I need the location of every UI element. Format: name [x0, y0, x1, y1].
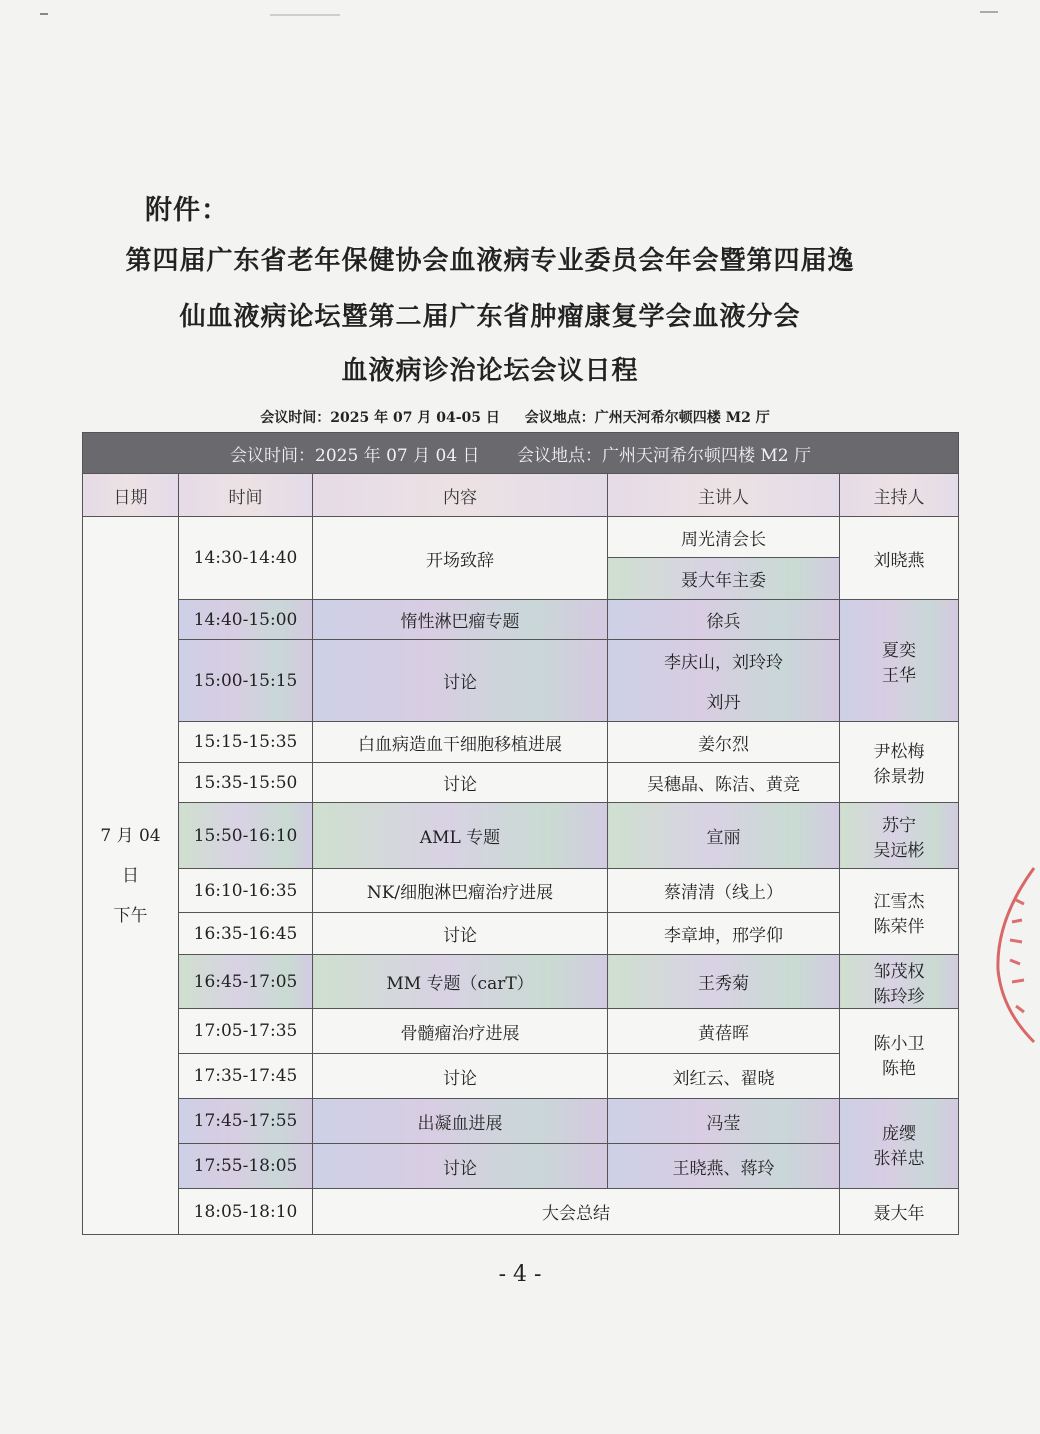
table-row: [83, 1009, 959, 1054]
content-cell: 讨论: [313, 1144, 608, 1189]
table-row: [83, 517, 959, 558]
table-header-row: [83, 474, 959, 517]
host-name: 徐景勃: [873, 767, 925, 787]
speaker-cell: 冯莹: [608, 1099, 840, 1144]
annex-label: 附件：: [145, 195, 229, 226]
table-row: [83, 1099, 959, 1144]
time-cell: 15:50-16:10: [179, 803, 313, 869]
host-name: 张祥忠: [873, 1148, 925, 1169]
header-host: 主持人: [840, 474, 959, 517]
content-cell: 讨论: [313, 763, 608, 803]
content-cell: 开场致辞: [313, 517, 608, 600]
host-cell: [840, 869, 959, 955]
content-cell: NK/细胞淋巴瘤治疗进展: [313, 869, 608, 913]
title-line-1: 第四届广东省老年保健协会血液病专业委员会年会暨第四届逸: [125, 246, 855, 276]
table-row: [83, 869, 959, 913]
scan-top-marks: [40, 4, 1000, 18]
speaker-cell: 刘红云、翟晓: [608, 1054, 840, 1099]
content-cell: 大会总结: [313, 1189, 840, 1235]
host-name: 庞缨: [882, 1123, 916, 1144]
table-row: [83, 763, 959, 803]
host-cell: [840, 803, 959, 869]
time-cell: 15:00-15:15: [179, 640, 313, 722]
content-cell: 讨论: [313, 913, 608, 955]
header-date: 日期: [83, 474, 179, 517]
time-cell: 17:45-17:55: [179, 1099, 313, 1144]
table-band-row: [83, 433, 959, 474]
host-cell: [840, 1009, 959, 1099]
date-line-2: 日: [122, 865, 139, 886]
host-name: 聂大年: [873, 1204, 925, 1224]
red-seal-stamp: [976, 860, 1036, 1050]
band-place: 会议地点：广州天河希尔顿四楼 M2 厅: [516, 445, 811, 466]
date-cell: [83, 517, 179, 1235]
table-row: [83, 1189, 959, 1235]
host-name: 江雪杰: [873, 891, 925, 912]
speaker-cell: 聂大年主委: [608, 558, 840, 600]
speaker-cell: 蔡清清（线上）: [608, 869, 840, 913]
table-row: [83, 913, 959, 955]
host-cell: [840, 1189, 959, 1235]
host-cell: [840, 600, 959, 722]
time-cell: 14:30-14:40: [179, 517, 313, 600]
content-cell: AML 专题: [313, 803, 608, 869]
content-cell: 讨论: [313, 1054, 608, 1099]
speaker-cell: 吴穗晶、陈洁、黄竞: [608, 763, 840, 803]
speaker-cell: 王晓燕、蒋玲: [608, 1144, 840, 1189]
host-cell: [840, 1099, 959, 1189]
host-name: 苏宁: [882, 815, 916, 836]
time-cell: 17:55-18:05: [179, 1144, 313, 1189]
time-cell: 16:35-16:45: [179, 913, 313, 955]
meeting-meta: [0, 407, 1035, 427]
meeting-place: 会议地点：广州天河希尔顿四楼 M2 厅: [524, 410, 770, 426]
host-name: 尹松梅: [873, 742, 925, 762]
speaker-cell: 黄蓓晖: [608, 1009, 840, 1054]
host-name: 吴远彬: [873, 840, 925, 861]
header-content: 内容: [313, 474, 608, 517]
date-line-1: 7 月 04: [100, 825, 161, 846]
time-cell: 18:05-18:10: [179, 1189, 313, 1235]
date-line-3: 下午: [113, 905, 148, 926]
host-cell: [840, 722, 959, 803]
schedule-table: [82, 432, 959, 1235]
title-line-3: 血液病诊治论坛会议日程: [341, 356, 639, 386]
speaker-cell: 徐兵: [608, 600, 840, 640]
speaker-cell: 王秀菊: [608, 955, 840, 1009]
host-cell: [840, 517, 959, 600]
speaker-cell: 姜尔烈: [608, 722, 840, 763]
time-cell: 17:35-17:45: [179, 1054, 313, 1099]
content-cell: MM 专题（carT）: [313, 955, 608, 1009]
content-cell: 骨髓瘤治疗进展: [313, 1009, 608, 1054]
speaker-cell: 宣丽: [608, 803, 840, 869]
content-cell: 白血病造血干细胞移植进展: [313, 722, 608, 763]
time-cell: 15:35-15:50: [179, 763, 313, 803]
time-cell: 16:10-16:35: [179, 869, 313, 913]
content-cell: 出凝血进展: [313, 1099, 608, 1144]
table-row: [83, 600, 959, 640]
content-cell: 讨论: [313, 640, 608, 722]
host-name: 陈艳: [882, 1058, 916, 1079]
table-row: [83, 1054, 959, 1099]
time-cell: 14:40-15:00: [179, 600, 313, 640]
speaker-cell: 周光清会长: [608, 517, 840, 558]
header-time: 时间: [179, 474, 313, 517]
table-row: [83, 722, 959, 763]
time-cell: 17:05-17:35: [179, 1009, 313, 1054]
header-speaker: 主讲人: [608, 474, 840, 517]
host-name: 刘晓燕: [873, 550, 925, 571]
band-time: 会议时间：2025 年 07 月 04 日: [230, 445, 480, 466]
table-row: [83, 1144, 959, 1189]
title-line-2: 仙血液病论坛暨第二届广东省肿瘤康复学会血液分会: [179, 302, 801, 332]
time-cell: 16:45-17:05: [179, 955, 313, 1009]
host-name: 陈玲珍: [873, 986, 925, 1007]
host-name: 夏奕: [882, 640, 916, 661]
table-row: [83, 640, 959, 681]
table-row: [83, 955, 959, 1009]
meeting-time: 会议时间：2025 年 07 月 04-05 日: [260, 410, 500, 426]
speaker-cell: 刘丹: [608, 681, 840, 722]
band-cell: [83, 433, 959, 474]
host-cell: [840, 955, 959, 1009]
time-cell: 15:15-15:35: [179, 722, 313, 763]
host-name: 陈小卫: [873, 1033, 925, 1054]
page-number: - 4 -: [498, 1262, 542, 1287]
host-name: 王华: [882, 665, 916, 686]
host-name: 邹茂权: [873, 961, 925, 982]
speaker-cell: 李庆山，刘玲玲: [608, 640, 840, 681]
table-row: [83, 803, 959, 869]
content-cell: 惰性淋巴瘤专题: [313, 600, 608, 640]
host-name: 陈荣伴: [873, 916, 925, 937]
speaker-cell: 李章坤，邢学仰: [608, 913, 840, 955]
